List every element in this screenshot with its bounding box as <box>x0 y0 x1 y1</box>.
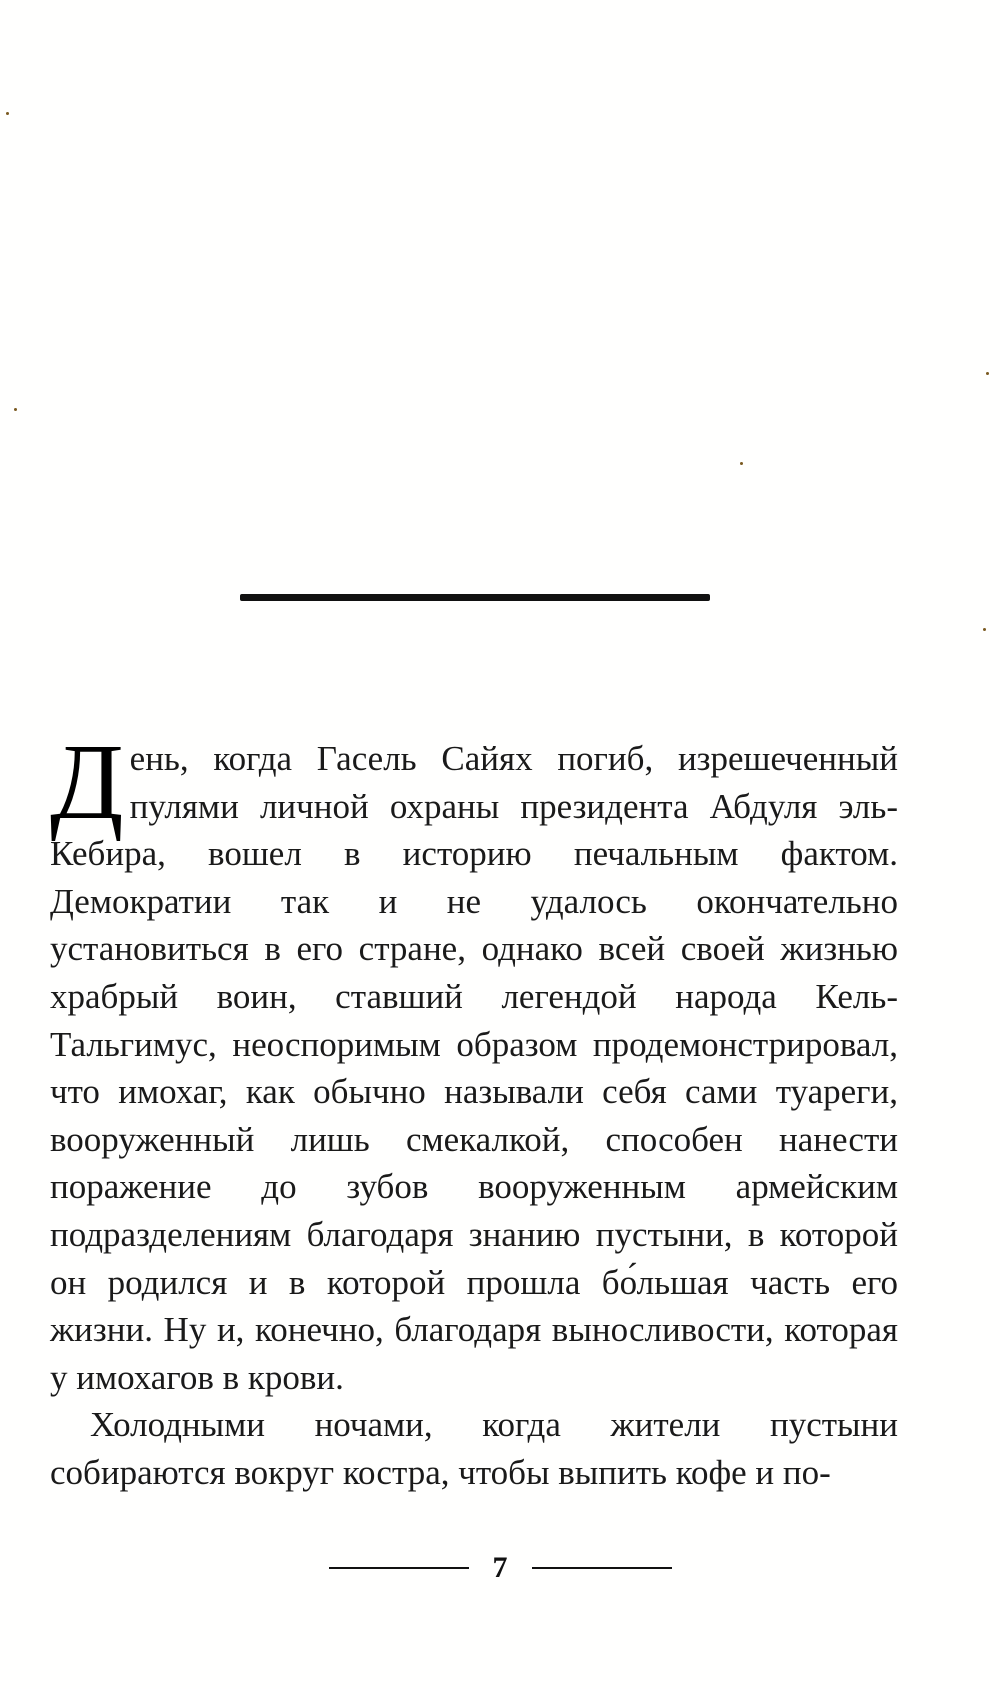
first-paragraph-text: ень, когда Гасель Сайях погиб, изрешеченный пулями личной охраны президента Абдуля эль-Кебира, вошел в историю печальным фактом. Демократии так и не удалось окончательно установиться в его стране, однако всей своей жизнью храбрый воин, ставший легендой народа Кель-Тальгимус, неоспоримым образом продемонстрировал, что имохаг, как обычно называли себя сами туареги, вооруженный лишь смекалкой, способен нанести поражение до зубов вооруженным армейским подразделениям благодаря знанию пустыни, в которой он родился и в которой прошла бо́льшая часть его жизни. Ну и, конечно, благодаря выносливости, которая у имохагов в крови. <box>50 739 898 1397</box>
paper-speck <box>740 462 743 465</box>
page-number: 7 <box>492 1551 508 1584</box>
drop-cap: Д <box>50 723 124 842</box>
page-footer <box>0 1548 1000 1588</box>
chapter-text <box>50 723 898 1497</box>
first-paragraph <box>50 723 898 1401</box>
paper-speck <box>6 112 9 115</box>
second-paragraph: Холодными ночами, когда жители пустыни собираются вокруг костра, чтобы выпить кофе и по- <box>50 1405 898 1492</box>
paper-speck <box>983 628 986 631</box>
chapter-top-rule <box>240 594 710 601</box>
paper-speck <box>986 372 989 375</box>
footer-rule-left <box>329 1567 469 1569</box>
footer-rule-right <box>532 1567 672 1569</box>
paper-speck <box>14 408 17 411</box>
